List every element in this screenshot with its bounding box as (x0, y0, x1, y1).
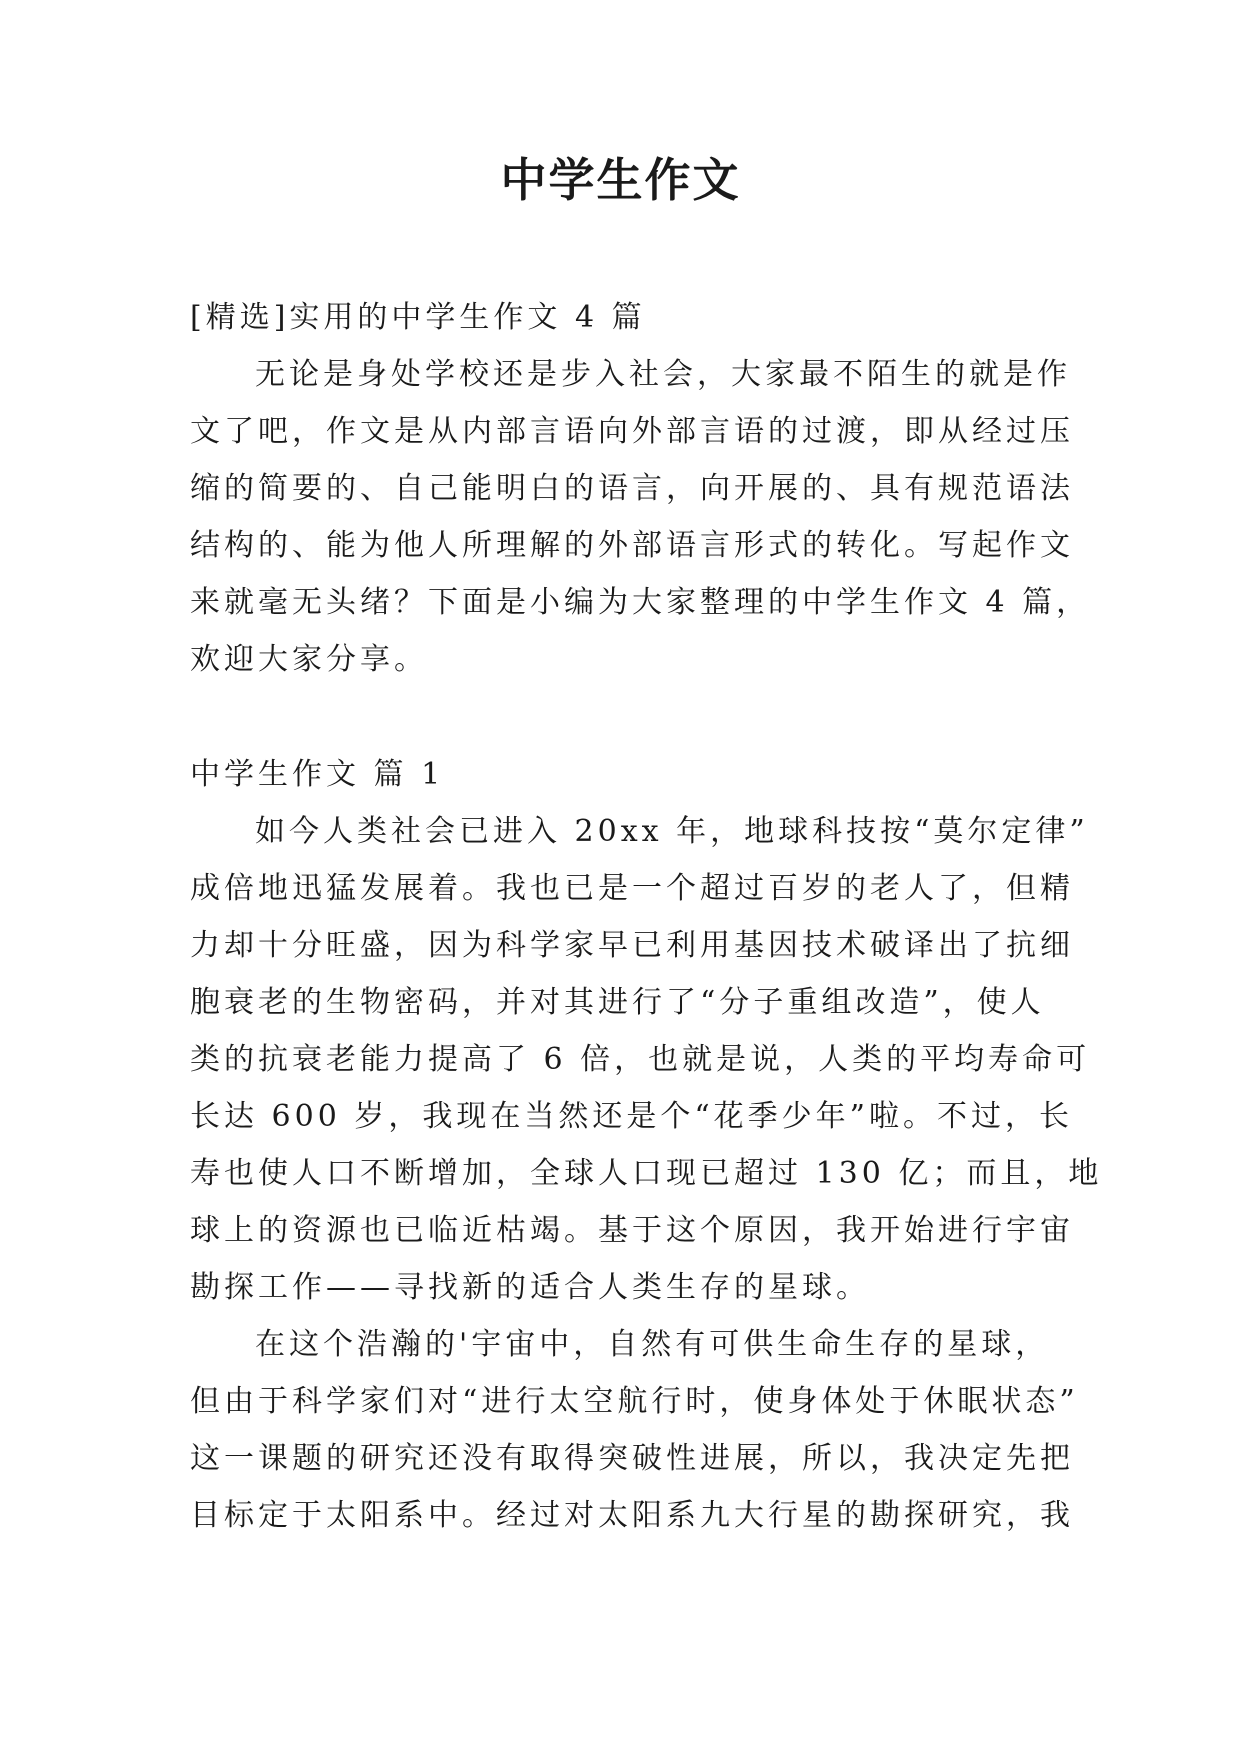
document-title: 中学生作文 (500, 153, 741, 207)
intro-line: 无论是身处学校还是步入社会，大家最不陌生的就是作 (255, 357, 1071, 392)
paragraph-line: 寿也使人口不断增加，全球人口现已超过 130 亿；而且，地 (190, 1156, 1103, 1191)
intro-line: 结构的、能为他人所理解的外部语言形式的转化。写起作文 (190, 528, 1074, 563)
paragraph-line: 长达 600 岁，我现在当然还是个“花季少年”啦。不过，长 (190, 1099, 1074, 1134)
intro-line: 文了吧，作文是从内部言语向外部言语的过渡，即从经过压 (190, 414, 1074, 449)
section-heading: 中学生作文 篇 1 (190, 757, 445, 792)
paragraph-line: 成倍地迅猛发展着。我也已是一个超过百岁的老人了，但精 (190, 871, 1074, 906)
intro-line: 来就毫无头绪？下面是小编为大家整理的中学生作文 4 篇， (190, 585, 1091, 620)
paragraph-line: 这一课题的研究还没有取得突破性进展，所以，我决定先把 (190, 1441, 1074, 1476)
paragraph-line: 力却十分旺盛，因为科学家早已利用基因技术破译出了抗细 (190, 928, 1074, 963)
paragraph-line: 勘探工作——寻找新的适合人类生存的星球。 (190, 1270, 870, 1305)
paragraph-line: 目标定于太阳系中。经过对太阳系九大行星的勘探研究，我 (190, 1498, 1074, 1533)
document-body (190, 289, 1103, 1544)
paragraph-line: 球上的资源也已临近枯竭。基于这个原因，我开始进行宇宙 (190, 1213, 1074, 1248)
paragraph-line: 但由于科学家们对“进行太空航行时，使身体处于休眠状态” (190, 1384, 1079, 1419)
intro-line: 缩的简要的、自己能明白的语言，向开展的、具有规范语法 (190, 471, 1074, 506)
paragraph-gap (190, 688, 1060, 746)
paragraph-line: 类的抗衰老能力提高了 6 倍，也就是说，人类的平均寿命可 (190, 1042, 1091, 1077)
paragraph-line: 在这个浩瀚的'宇宙中，自然有可供生命生存的星球， (255, 1327, 1050, 1362)
paragraph-line: 胞衰老的生物密码，并对其进行了“分子重组改造”，使人 (190, 985, 1045, 1020)
intro-line: 欢迎大家分享。 (190, 642, 428, 677)
document-subtitle: [精选]实用的中学生作文 4 篇 (190, 300, 646, 335)
paragraph-line: 如今人类社会已进入 20xx 年，地球科技按“莫尔定律” (255, 814, 1089, 849)
